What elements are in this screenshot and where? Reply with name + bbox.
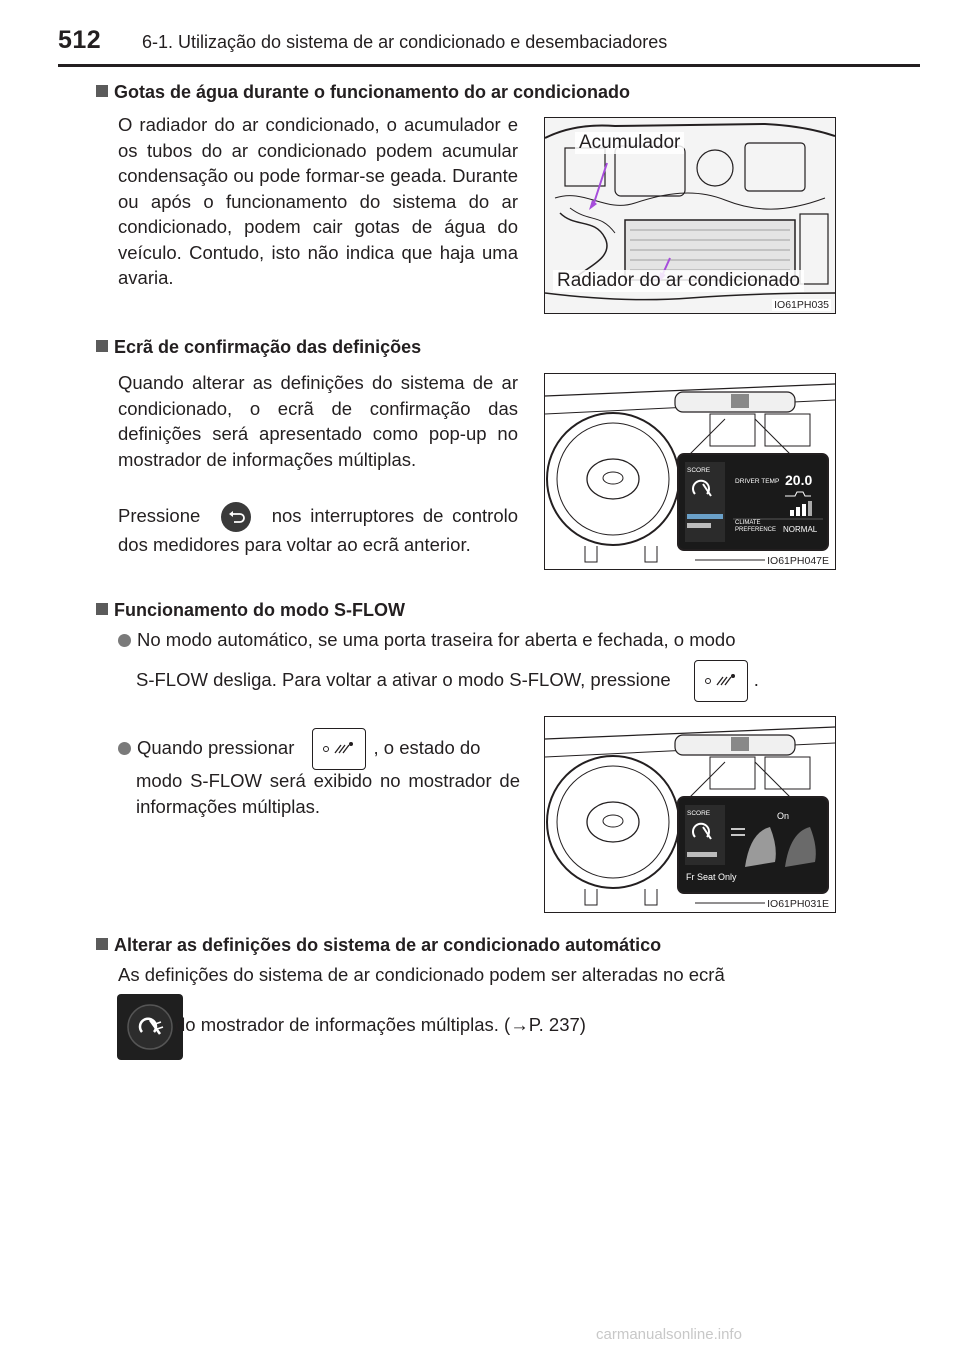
auto-ac-paragraph-line2: do mostrador de informações múltiplas. (→P. 237)	[175, 1014, 586, 1035]
accumulator-label: Acumulador	[575, 132, 684, 154]
score-label: SCORE	[687, 467, 711, 474]
water-drops-paragraph: O radiador do ar condicionado, o acumulador e os tubos do ar condicionado podem acumular condensação ou pode formar-se geada. Durante ou após o funcionamento do sistema do ar condicionado, podem cair gotas de água do veículo. Contudo, isto não indica que haja uma avaria.	[118, 114, 518, 288]
climate-value: NORMAL	[783, 525, 818, 534]
sflow-switch-icon	[312, 728, 366, 770]
figure-id: IO61PH047E	[767, 555, 829, 567]
sflow-bullet-1-cont: S-FLOW desliga. Para voltar a ativar o modo S-FLOW, pressione .	[136, 660, 876, 702]
driver-temp-label: DRIVER TEMP	[735, 478, 780, 485]
temp-value: 20.0	[785, 472, 813, 488]
sflow-bullet-1: No modo automático, se uma porta traseira for aberta e fechada, o modo	[118, 627, 878, 653]
square-bullet-icon	[96, 340, 108, 352]
round-bullet-icon	[118, 634, 131, 647]
radiator-label: Radiador do ar condicionado	[553, 270, 804, 292]
dashboard-confirmation-figure	[544, 373, 836, 570]
auto-ac-paragraph-line1: As definições do sistema de ar condicionado podem ser alteradas no ecrã	[118, 964, 725, 985]
chapter-title: 6-1. Utilização do sistema de ar condicionado e desembaciadores	[142, 32, 668, 52]
section-heading-water-drops: Gotas de água durante o funcionamento do ar condicionado	[96, 82, 630, 103]
figure-id: IO61PH035	[774, 299, 829, 311]
sflow-switch-icon	[694, 660, 748, 702]
sflow-on-label: On	[777, 811, 790, 821]
score-label: SCORE	[687, 810, 711, 817]
return-instruction-paragraph: Pressione nos interruptores de controlo dos medidores para voltar ao ecrã anterior.	[118, 502, 518, 558]
section-heading-confirmation-screen: Ecrã de confirmação das definições	[96, 337, 421, 358]
square-bullet-icon	[96, 603, 108, 615]
page-number: 512	[58, 26, 102, 54]
header-rule	[58, 64, 920, 67]
confirmation-paragraph: Quando alterar as definições do sistema de ar condicionado, o ecrã de confirmação das definições será apresentado como pop-up no mostrador de informações múltiplas.	[118, 372, 518, 470]
climate-preference-label: CLIMATE PREFERENCE	[735, 520, 777, 533]
section-heading-sflow: Funcionamento do modo S-FLOW	[96, 600, 405, 621]
sflow-bullet-2-cont: modo S-FLOW será exibido no mostrador de informações múltiplas.	[136, 770, 520, 817]
climate-settings-icon	[117, 994, 183, 1060]
round-bullet-icon	[118, 742, 131, 755]
sflow-bullet-2: Quando pressionar , o estado do	[118, 728, 528, 770]
section-heading-auto-ac-settings: Alterar as definições do sistema de ar condicionado automático	[96, 935, 661, 956]
square-bullet-icon	[96, 938, 108, 950]
seat-mode-label: Fr Seat Only	[686, 872, 737, 882]
square-bullet-icon	[96, 85, 108, 97]
watermark: carmanualsonline.info	[596, 1326, 742, 1343]
figure-id: IO61PH031E	[767, 898, 829, 910]
dashboard-sflow-figure	[544, 716, 836, 913]
back-button-icon	[221, 502, 251, 532]
engine-bay-figure	[544, 117, 836, 314]
